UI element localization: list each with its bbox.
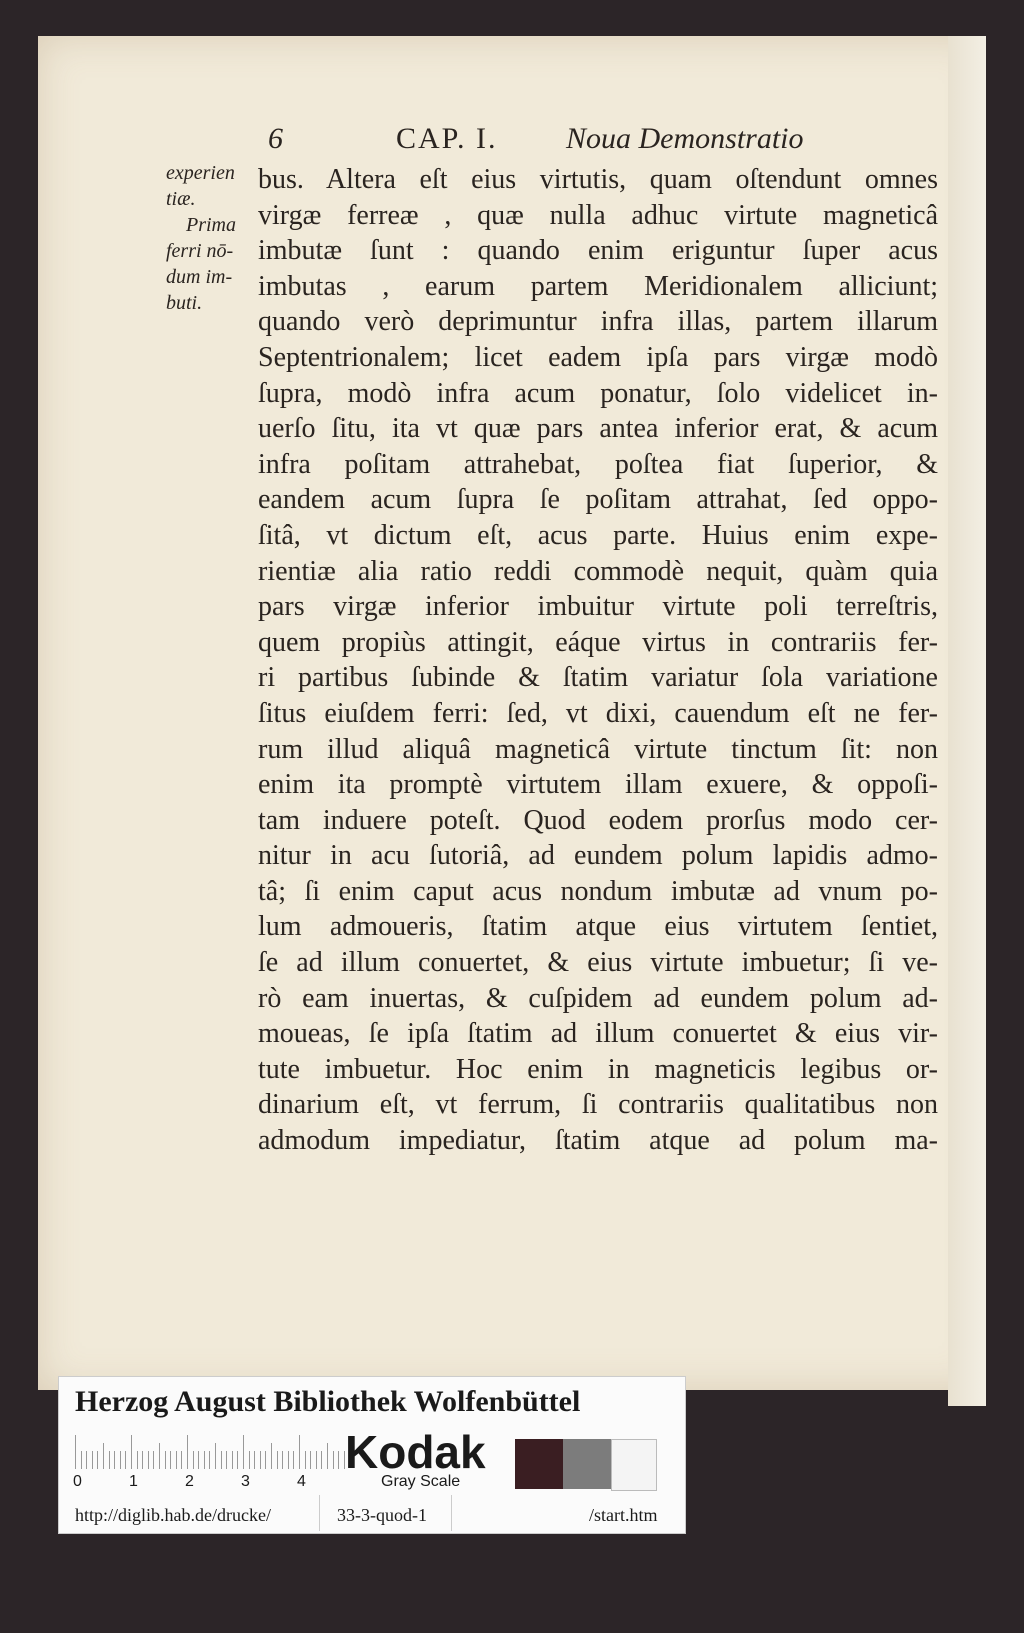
text-line: tâ; ſi enim caput acus nondum imbutæ ad vnum po- bbox=[258, 875, 938, 907]
ruler-tick bbox=[137, 1451, 138, 1469]
ruler-tick bbox=[198, 1451, 199, 1469]
url-divider bbox=[319, 1495, 320, 1531]
text-line: imbutæ ſunt : quando enim eriguntur ſuper acus bbox=[258, 235, 938, 267]
ruler-number: 0 bbox=[73, 1473, 82, 1490]
ruler bbox=[75, 1433, 345, 1469]
library-name: Herzog August Bibliothek Wolfenbüttel bbox=[75, 1385, 581, 1418]
ruler-tick bbox=[221, 1451, 222, 1469]
ruler-tick bbox=[165, 1451, 166, 1469]
url-id: 33-3-quod-1 bbox=[337, 1505, 427, 1525]
ruler-tick bbox=[103, 1443, 104, 1469]
ruler-tick bbox=[181, 1451, 182, 1469]
ruler-tick bbox=[249, 1451, 250, 1469]
gray-scale-label: Gray Scale bbox=[381, 1473, 461, 1490]
ruler-tick bbox=[232, 1451, 233, 1469]
chapter-label: CAP. I. bbox=[396, 122, 498, 155]
ruler-tick bbox=[131, 1435, 132, 1469]
ruler-tick bbox=[260, 1451, 261, 1469]
margin-note: tiæ. bbox=[166, 188, 196, 210]
text-line: admodum impediatur, ſtatim atque ad polum ma- bbox=[258, 1125, 938, 1157]
ruler-tick bbox=[338, 1451, 339, 1469]
text-line: quem propiùs attingit, eáque virtus in contrariis fer- bbox=[258, 626, 938, 658]
ruler-tick bbox=[170, 1451, 171, 1469]
margin-note: ferri nō- bbox=[166, 240, 234, 262]
ruler-tick bbox=[120, 1451, 121, 1469]
page-number: 6 bbox=[268, 122, 283, 155]
ruler-tick bbox=[305, 1451, 306, 1469]
ruler-tick bbox=[277, 1451, 278, 1469]
gray-patch-mid bbox=[563, 1439, 611, 1489]
text-line: tam induere poteſt. Quod eodem prorſus modo cer- bbox=[258, 804, 938, 836]
running-header bbox=[268, 122, 828, 162]
margin-note: Prima bbox=[186, 214, 236, 236]
ruler-tick bbox=[265, 1451, 266, 1469]
text-line: imbutas , earum partem Meridionalem alliciunt; bbox=[258, 270, 938, 302]
gray-patch-dark bbox=[515, 1439, 563, 1489]
text-line: ſitus eiuſdem ferri: ſed, vt dixi, cauendum eſt ne fer- bbox=[258, 697, 938, 729]
ruler-number: 1 bbox=[129, 1473, 138, 1490]
text-line: eandem acum ſupra ſe poſitam attrahat, ſed oppo- bbox=[258, 484, 938, 516]
marginal-notes bbox=[166, 160, 262, 316]
page-edge bbox=[948, 36, 986, 1406]
url-prefix: http://diglib.hab.de/drucke/ bbox=[75, 1505, 271, 1525]
ruler-number: 2 bbox=[185, 1473, 194, 1490]
ruler-number: 4 bbox=[297, 1473, 306, 1490]
ruler-tick bbox=[310, 1451, 311, 1469]
text-line: lum admoueris, ſtatim atque eius virtutem ſentiet, bbox=[258, 911, 938, 943]
ruler-tick bbox=[271, 1443, 272, 1469]
text-line: virgæ ferreæ , quæ nulla adhuc virtute magneticâ bbox=[258, 199, 938, 231]
ruler-tick bbox=[282, 1451, 283, 1469]
ruler-tick bbox=[125, 1451, 126, 1469]
margin-note: dum im- bbox=[166, 266, 233, 288]
ruler-tick bbox=[254, 1451, 255, 1469]
kodak-logo: Kodak bbox=[345, 1426, 486, 1478]
url-suffix: /start.htm bbox=[589, 1505, 658, 1525]
text-line: ſitâ, vt dictum eſt, acus parte. Huius enim expe- bbox=[258, 519, 938, 551]
text-line: pars virgæ inferior imbuitur virtute poli terreſtris, bbox=[258, 591, 938, 623]
ruler-tick bbox=[209, 1451, 210, 1469]
ruler-tick bbox=[193, 1451, 194, 1469]
url-divider bbox=[451, 1495, 452, 1531]
text-line: ſupra, modò infra acum ponatur, ſolo videlicet in- bbox=[258, 377, 938, 409]
ruler-tick bbox=[159, 1443, 160, 1469]
ruler-number: 3 bbox=[241, 1473, 250, 1490]
ruler-tick bbox=[81, 1451, 82, 1469]
text-line: enim ita promptè virtutem illam exuere, & oppoſi- bbox=[258, 769, 938, 801]
ruler-tick bbox=[75, 1435, 76, 1469]
text-line: ri partibus ſubinde & ſtatim variatur ſola variatione bbox=[258, 662, 938, 694]
ruler-tick bbox=[327, 1443, 328, 1469]
ruler-tick bbox=[321, 1451, 322, 1469]
text-line: Septentrionalem; licet eadem ipſa pars virgæ modò bbox=[258, 341, 938, 373]
text-line: moueas, ſe ipſa ſtatim ad illum conuertet & eius vir- bbox=[258, 1018, 938, 1050]
text-line: dinarium eſt, vt ferrum, ſi contrariis qualitatibus non bbox=[258, 1089, 938, 1121]
text-line: uerſo ſitu, ita vt quæ pars antea inferior erat, & acum bbox=[258, 413, 938, 445]
text-line: rò eam inuertas, & cuſpidem ad eundem polum ad- bbox=[258, 982, 938, 1014]
ruler-tick bbox=[153, 1451, 154, 1469]
ruler-tick bbox=[176, 1451, 177, 1469]
text-line: rientiæ alia ratio reddi commodè nequit, quàm quia bbox=[258, 555, 938, 587]
ruler-tick bbox=[86, 1451, 87, 1469]
text-line: quando verò deprimuntur infra illas, partem illarum bbox=[258, 306, 938, 338]
ruler-tick bbox=[226, 1451, 227, 1469]
ruler-tick bbox=[243, 1435, 244, 1469]
gray-patch-light bbox=[611, 1439, 657, 1491]
ruler-tick bbox=[288, 1451, 289, 1469]
text-line: nitur in acu ſutoriâ, ad eundem polum lapidis admo- bbox=[258, 840, 938, 872]
margin-note: buti. bbox=[166, 292, 203, 314]
ruler-tick bbox=[316, 1451, 317, 1469]
ruler-tick bbox=[215, 1443, 216, 1469]
ruler-tick bbox=[299, 1435, 300, 1469]
text-line: infra poſitam attrahebat, poſtea fiat ſuperior, & bbox=[258, 448, 938, 480]
ruler-tick bbox=[148, 1451, 149, 1469]
ruler-tick bbox=[333, 1451, 334, 1469]
ruler-tick bbox=[204, 1451, 205, 1469]
running-title: Noua Demonstratio bbox=[566, 122, 804, 155]
ruler-tick bbox=[237, 1451, 238, 1469]
margin-note: experien bbox=[166, 162, 235, 184]
text-line: bus. Altera eſt eius virtutis, quam oſtendunt omnes bbox=[258, 164, 938, 195]
ruler-tick bbox=[109, 1451, 110, 1469]
ruler-tick bbox=[97, 1451, 98, 1469]
ruler-tick bbox=[293, 1451, 294, 1469]
text-line: rum illud aliquâ magneticâ virtute tinctum ſit: non bbox=[258, 733, 938, 765]
text-line: ſe ad illum conuertet, & eius virtute imbuetur; ſi ve- bbox=[258, 947, 938, 979]
body-text bbox=[258, 162, 938, 1159]
ruler-tick bbox=[92, 1451, 93, 1469]
text-line: tute imbuetur. Hoc enim in magneticis legibus or- bbox=[258, 1053, 938, 1085]
ruler-tick bbox=[187, 1435, 188, 1469]
library-stamp bbox=[58, 1376, 686, 1534]
ruler-tick bbox=[142, 1451, 143, 1469]
ruler-tick bbox=[114, 1451, 115, 1469]
